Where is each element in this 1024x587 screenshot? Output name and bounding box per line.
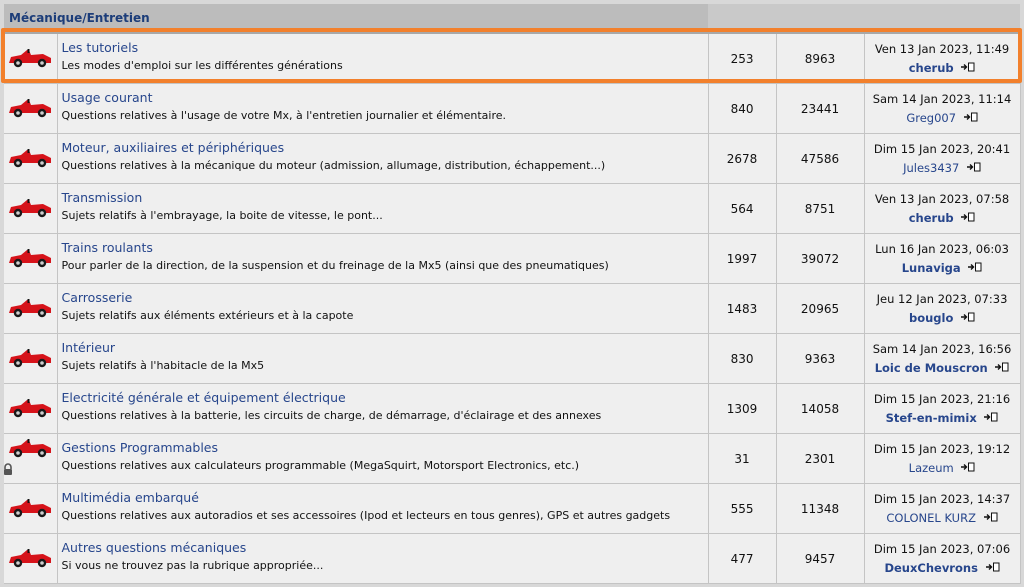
- forum-row: [4, 384, 1020, 434]
- forum-status-cell: [4, 134, 57, 184]
- forum-title-link[interactable]: Usage courant: [61, 90, 153, 105]
- forum-title-link[interactable]: Electricité générale et équipement électrique: [61, 390, 346, 405]
- forum-description: Questions relatives à la batterie, les circuits de charge, de démarrage, d'éclairage et des annexes: [61, 409, 602, 422]
- last-post-author-link[interactable]: bouglo: [908, 310, 954, 325]
- red-car-icon: [8, 443, 52, 462]
- topics-count: 1997: [708, 234, 776, 284]
- posts-count: 9457: [776, 534, 864, 584]
- last-post-date: Dim 15 Jan 2023, 07:06: [873, 541, 1011, 556]
- last-post-author-link[interactable]: cherub: [908, 60, 954, 75]
- lock-icon: [24, 462, 36, 481]
- forum-title-link[interactable]: Autres questions mécaniques: [61, 540, 247, 555]
- red-car-icon: [8, 553, 52, 572]
- last-post-cell: [864, 84, 1020, 134]
- forum-description: Sujets relatifs à l'habitacle de la Mx5: [61, 359, 265, 372]
- last-post-date: Ven 13 Jan 2023, 11:49: [874, 41, 1010, 56]
- last-post-date: Dim 15 Jan 2023, 21:16: [873, 391, 1011, 406]
- red-car-icon: [8, 203, 52, 222]
- forum-info-cell: [57, 184, 708, 234]
- forum-row: [4, 234, 1020, 284]
- red-car-icon: [8, 353, 52, 372]
- posts-count: 8963: [776, 33, 864, 84]
- forum-status-cell: [4, 334, 57, 384]
- forum-description: Sujets relatifs aux éléments extérieurs et à la capote: [61, 309, 354, 322]
- posts-count: 47586: [776, 134, 864, 184]
- forum-info-cell: [57, 434, 708, 484]
- forum-description: Sujets relatifs à l'embrayage, la boite de vitesse, le pont...: [61, 209, 383, 222]
- last-post-author-link[interactable]: Greg007: [906, 110, 957, 125]
- topics-count: 31: [708, 434, 776, 484]
- forum-status-cell: [4, 33, 57, 84]
- topics-count: 830: [708, 334, 776, 384]
- forum-title-link[interactable]: Moteur, auxiliaires et périphériques: [61, 140, 285, 155]
- forum-description: Questions relatives aux calculateurs programmable (MegaSquirt, Motorsport Electronics, etc.): [61, 459, 580, 472]
- posts-column-header: [776, 4, 864, 33]
- last-post-date: Ven 13 Jan 2023, 07:58: [874, 191, 1010, 206]
- topics-count: 564: [708, 184, 776, 234]
- last-post-column-header: [864, 4, 1020, 33]
- topics-count: 1309: [708, 384, 776, 434]
- last-post-author-link[interactable]: DeuxChevrons: [884, 560, 978, 575]
- category-title[interactable]: Mécanique/Entretien: [4, 4, 708, 33]
- last-post-date: Lun 16 Jan 2023, 06:03: [875, 241, 1009, 256]
- last-post-author-link[interactable]: Loic de Mouscron: [874, 360, 988, 375]
- last-post-cell: [864, 434, 1020, 484]
- forum-row: [4, 334, 1020, 384]
- forum-row: [4, 534, 1020, 584]
- topics-count: 253: [708, 33, 776, 84]
- posts-count: 2301: [776, 434, 864, 484]
- goto-last-post-icon[interactable]: [986, 561, 1000, 575]
- last-post-cell: [864, 134, 1020, 184]
- last-post-cell: [864, 484, 1020, 534]
- forum-info-cell: [57, 284, 708, 334]
- forum-row: [4, 284, 1020, 334]
- last-post-author-link[interactable]: Stef-en-mimix: [885, 410, 977, 425]
- forum-info-cell: [57, 384, 708, 434]
- forum-row: [4, 184, 1020, 234]
- last-post-author-link[interactable]: Lazeum: [908, 460, 954, 475]
- forum-title-link[interactable]: Carrosserie: [61, 290, 133, 305]
- category-header-row: [4, 4, 1020, 33]
- forum-description: Pour parler de la direction, de la suspension et du freinage de la Mx5 (ainsi que des pneumatiques): [61, 259, 609, 272]
- forum-row: [4, 84, 1020, 134]
- goto-last-post-icon[interactable]: [961, 461, 975, 475]
- red-car-icon: [8, 303, 52, 322]
- posts-count: 9363: [776, 334, 864, 384]
- forum-info-cell: [57, 534, 708, 584]
- goto-last-post-icon[interactable]: [984, 411, 998, 425]
- posts-count: 39072: [776, 234, 864, 284]
- forum-description: Les modes d'emploi sur les différentes générations: [61, 59, 343, 72]
- red-car-icon: [8, 153, 52, 172]
- posts-count: 23441: [776, 84, 864, 134]
- last-post-cell: [864, 284, 1020, 334]
- forum-info-cell: [57, 484, 708, 534]
- forum-info-cell: [57, 33, 708, 84]
- forum-info-cell: [57, 234, 708, 284]
- forum-description: Questions relatives aux autoradios et ses accessoires (Ipod et lecteurs en tous genres), GPS et autres gadgets: [61, 509, 671, 522]
- last-post-author-link[interactable]: cherub: [908, 210, 954, 225]
- last-post-date: Dim 15 Jan 2023, 20:41: [873, 141, 1011, 156]
- forum-row: [4, 134, 1020, 184]
- posts-count: 11348: [776, 484, 864, 534]
- forum-title-link[interactable]: Multimédia embarqué: [61, 490, 199, 505]
- forum-status-cell: [4, 434, 57, 484]
- goto-last-post-icon[interactable]: [968, 261, 982, 275]
- topics-count: 1483: [708, 284, 776, 334]
- forum-status-cell: [4, 384, 57, 434]
- red-car-icon: [8, 503, 52, 522]
- goto-last-post-icon[interactable]: [961, 61, 975, 75]
- forum-row: [4, 484, 1020, 534]
- posts-count: 8751: [776, 184, 864, 234]
- last-post-date: Dim 15 Jan 2023, 19:12: [873, 441, 1011, 456]
- forum-description: Si vous ne trouvez pas la rubrique appropriée...: [61, 559, 324, 572]
- topics-count: 840: [708, 84, 776, 134]
- goto-last-post-icon[interactable]: [984, 511, 998, 525]
- last-post-date: Dim 15 Jan 2023, 14:37: [873, 491, 1011, 506]
- last-post-cell: [864, 534, 1020, 584]
- forum-status-cell: [4, 84, 57, 134]
- goto-last-post-icon[interactable]: [961, 311, 975, 325]
- forum-title-link[interactable]: Gestions Programmables: [61, 440, 219, 455]
- goto-last-post-icon[interactable]: [995, 361, 1009, 375]
- last-post-author-link[interactable]: Lunaviga: [901, 260, 961, 275]
- forum-info-cell: [57, 334, 708, 384]
- last-post-cell: [864, 334, 1020, 384]
- forum-info-cell: [57, 134, 708, 184]
- topics-count: 555: [708, 484, 776, 534]
- forum-title-link[interactable]: Trains roulants: [61, 240, 153, 255]
- red-car-icon: [8, 53, 52, 72]
- red-car-icon: [8, 103, 52, 122]
- topics-count: 477: [708, 534, 776, 584]
- last-post-date: Jeu 12 Jan 2023, 07:33: [876, 291, 1008, 306]
- red-car-icon: [8, 403, 52, 422]
- forum-title-link[interactable]: Transmission: [61, 190, 143, 205]
- forum-info-cell: [57, 84, 708, 134]
- forum-status-cell: [4, 484, 57, 534]
- topics-column-header: [708, 4, 776, 33]
- last-post-cell: [864, 184, 1020, 234]
- forum-status-cell: [4, 184, 57, 234]
- forum-description: Questions relatives à la mécanique du moteur (admission, allumage, distribution, échappement...): [61, 159, 606, 172]
- posts-count: 20965: [776, 284, 864, 334]
- goto-last-post-icon[interactable]: [961, 211, 975, 225]
- forum-title-link[interactable]: Les tutoriels: [61, 40, 139, 55]
- forum-title-link[interactable]: Intérieur: [61, 340, 116, 355]
- forum-status-cell: [4, 284, 57, 334]
- forum-status-cell: [4, 534, 57, 584]
- last-post-cell: [864, 384, 1020, 434]
- last-post-date: Sam 14 Jan 2023, 11:14: [872, 91, 1012, 106]
- topics-count: 2678: [708, 134, 776, 184]
- last-post-author-link[interactable]: COLONEL KURZ: [886, 510, 976, 525]
- goto-last-post-icon[interactable]: [964, 111, 978, 125]
- posts-count: 14058: [776, 384, 864, 434]
- last-post-cell: [864, 234, 1020, 284]
- forum-status-cell: [4, 234, 57, 284]
- last-post-cell: [864, 33, 1020, 84]
- forum-row: [4, 33, 1020, 84]
- forum-description: Questions relatives à l'usage de votre Mx, à l'entretien journalier et élémentaire.: [61, 109, 506, 122]
- last-post-date: Sam 14 Jan 2023, 16:56: [872, 341, 1012, 356]
- last-post-author-link[interactable]: Jules3437: [903, 160, 960, 175]
- forum-row: [4, 434, 1020, 484]
- forum-table: [4, 4, 1021, 584]
- goto-last-post-icon[interactable]: [967, 161, 981, 175]
- red-car-icon: [8, 253, 52, 272]
